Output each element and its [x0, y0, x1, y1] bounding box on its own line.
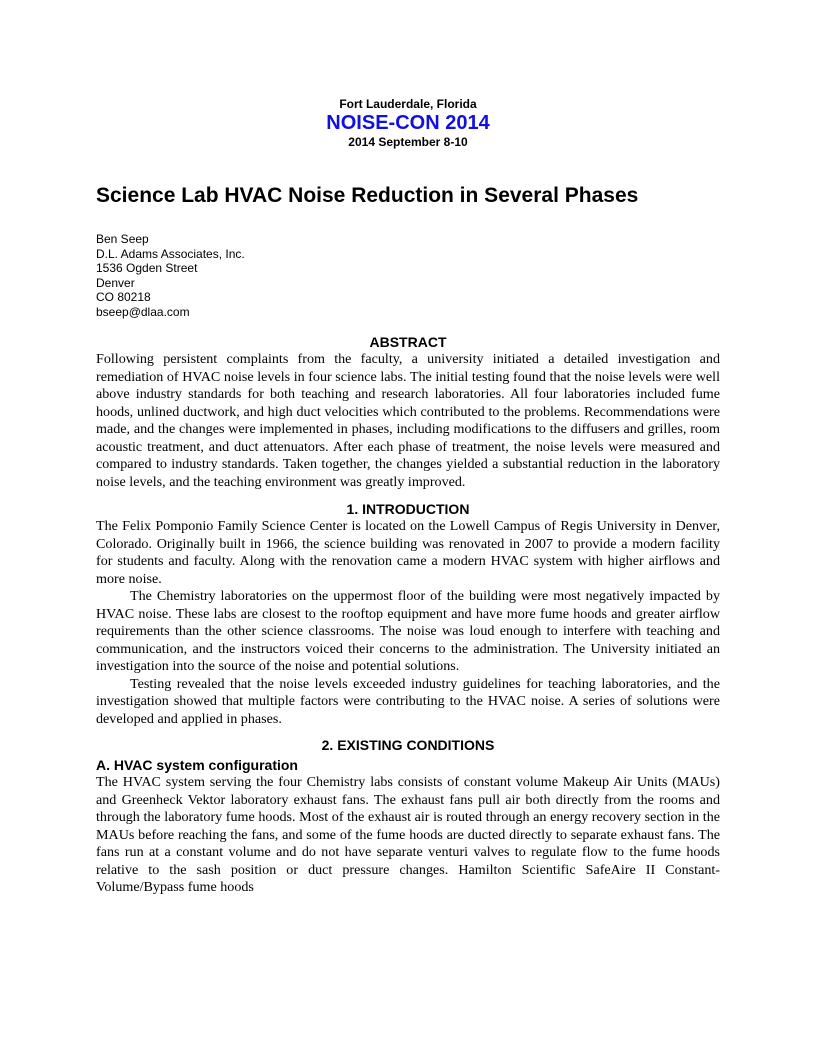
author-city: Denver: [96, 275, 135, 290]
author-email: bseep@dlaa.com: [96, 304, 190, 319]
abstract-text: Following persistent complaints from the faculty, a university initiated a detailed investigation and remediation of HVAC noise levels in four science labs. The initial testing found that the noise levels were well above industry standards for both teaching and research laboratories. All four laboratories included fume hoods, unlined ductwork, and high duct velocities which contributed to the problems. Recommendations were made, and the changes were implemented in phases, including modifications to the diffusers and grilles, room acoustic treatment, and duct attenuators. After each phase of treatment, the noise levels were measured and compared to industry standards. Taken together, the changes yielded a substantial reduction in the laboratory noise levels, and the teaching environment was greatly improved.: [96, 351, 720, 490]
intro-paragraph-1: The Felix Pomponio Family Science Center is located on the Lowell Campus of Regis University in Denver, Colorado. Originally built in 1966, the science building was renovated in 2007 to provide a modern facility for students and faculty. Along with the renovation came a modern HVAC system with higher airflows and more noise.: [96, 518, 720, 587]
conference-location: Fort Lauderdale, Florida: [339, 97, 477, 111]
conference-header: [96, 97, 720, 149]
conference-dates: 2014 September 8-10: [348, 135, 468, 149]
introduction-heading: 1. INTRODUCTION: [346, 501, 470, 517]
intro-paragraph-3: Testing revealed that the noise levels exceeded industry guidelines for teaching laboratories, and the investigation showed that multiple factors were contributing to the HVAC noise. A series of solutions were developed and applied in phases.: [96, 675, 720, 727]
author-name: Ben Seep: [96, 232, 149, 246]
author-organization: D.L. Adams Associates, Inc.: [96, 246, 245, 261]
intro-paragraph-2: The Chemistry laboratories on the uppermost floor of the building were most negatively impacted by HVAC noise. These labs are closest to the rooftop equipment and have more fume hoods and greater airflow requirements than the other science classrooms. The noise was loud enough to interfere with teaching and communication, and the instructors voiced their concerns to the administration. The University initiated an investigation into the source of the noise and potential solutions.: [96, 588, 720, 674]
existing-conditions-heading: 2. EXISTING CONDITIONS: [321, 737, 495, 753]
hvac-config-subheading: A. HVAC system configuration: [96, 757, 298, 773]
abstract-heading: ABSTRACT: [369, 334, 447, 350]
paper-body: [96, 334, 720, 897]
author-state-zip: CO 80218: [96, 290, 151, 305]
conference-name: NOISE-CON 2014: [326, 112, 490, 134]
hvac-config-text: The HVAC system serving the four Chemistry labs consists of constant volume Makeup Air Units (MAUs) and Greenheck Vektor laboratory exhaust fans. The exhaust fans pull air both directly from the rooms and through the laboratory fume hoods. Most of the exhaust air is routed through an energy recovery section in the MAUs before reaching the fans, and some of the fume hoods are ducted directly to separate exhaust fans. The fans run at a constant volume and do not have separate venturi valves to regulate flow to the fume hoods relative to the sash position or duct pressure changes. Hamilton Scientific SafeAire II Constant-Volume/Bypass fume hoods: [96, 774, 720, 895]
author-block: [96, 232, 245, 320]
paper-title: Science Lab HVAC Noise Reduction in Several Phases: [96, 184, 639, 207]
author-street: 1536 Ogden Street: [96, 261, 198, 276]
